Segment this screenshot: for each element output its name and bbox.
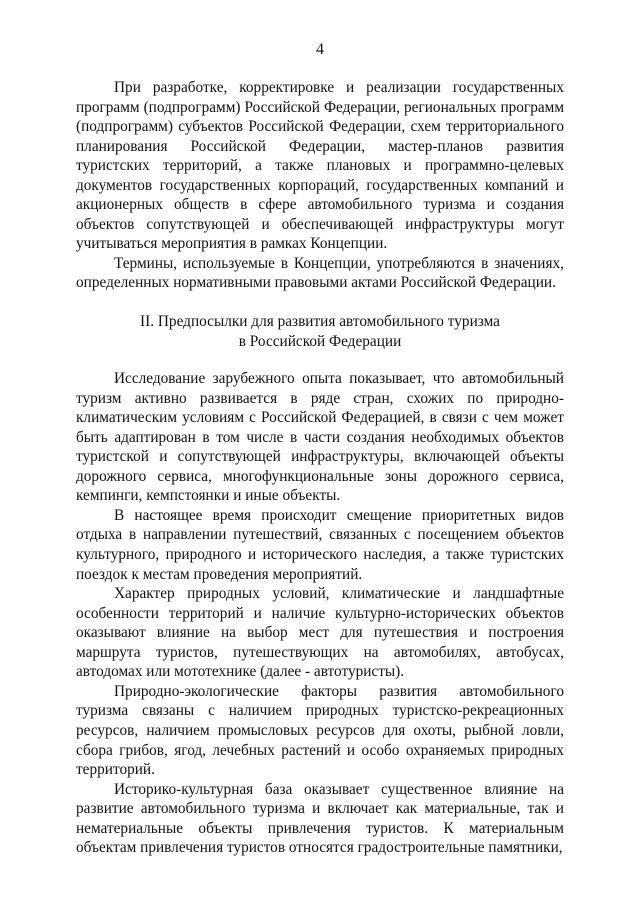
paragraph-natural-conditions: Характер природных условий, климатические и ландшафтные особенности территорий и наличие культурно-исторических объектов оказывают влияние на выбор мест для путешествия и построения маршрута туристов, путешествующих на автомобилях, автобусах, автодомах или мототехнике (далее - автотуристы). (76, 585, 564, 681)
document-body (76, 78, 564, 858)
paragraph-development-programs: При разработке, корректировке и реализации государственных программ (подпрограмм) Российской Федерации, региональных программ (подпрограмм) субъектов Российской Федерации, схем территориального планирования Российской Федерации, мастер-планов развития туристских территорий, а также плановых и программно-целевых документов государственных корпораций, государственных компаний и акционерных обществ в сфере автомобильного туризма и создания объектов сопутствующей и обеспечивающей инфраструктуры могут учитываться мероприятия в рамках Концепции. (76, 79, 564, 253)
section-heading-line-2: в Российской Федерации (238, 332, 402, 350)
paragraph-foreign-experience: Исследование зарубежного опыта показывает, что автомобильный туризм активно развивается в ряде стран, схожих по природно-климатическим условиям с Российской Федерацией, в связи с чем может быть адаптирован в том числе в части создания необходимых объектов туристской и сопутствующей инфраструктуры, включающей объекты дорожного сервиса, многофункциональные зоны дорожного сервиса, кемпинги, кемпстоянки и иные объекты. (76, 370, 564, 505)
paragraph-terms: Термины, используемые в Концепции, употребляются в значениях, определенных нормативными правовыми актами Российской Федерации. (76, 254, 564, 292)
paragraph-cultural-base: Историко-культурная база оказывает существенное влияние на развитие автомобильного туризма и включает как материальные, так и нематериальные объекты привлечения туристов. К материальным объектам привлечения туристов относятся градостроительные памятники, (76, 780, 564, 857)
section-heading (76, 312, 564, 351)
paragraph-recreation-shift: В настоящее время происходит смещение приоритетных видов отдыха в направлении путешествий, связанных с посещением объектов культурного, природного и исторического наследия, а также туристских поездок к местам проведения мероприятий. (76, 506, 564, 583)
paragraph-ecological-factors: Природно-экологические факторы развития автомобильного туризма связаны с наличием природных туристско-рекреационных ресурсов, наличием промысловых ресурсов для охоты, рыбной ловли, сбора грибов, ягод, лечебных растений и особо охраняемых природных территорий. (76, 682, 564, 779)
section-heading-line-1: II. Предпосылки для развития автомобильного туризма (140, 313, 500, 331)
page-number: 4 (316, 41, 324, 58)
